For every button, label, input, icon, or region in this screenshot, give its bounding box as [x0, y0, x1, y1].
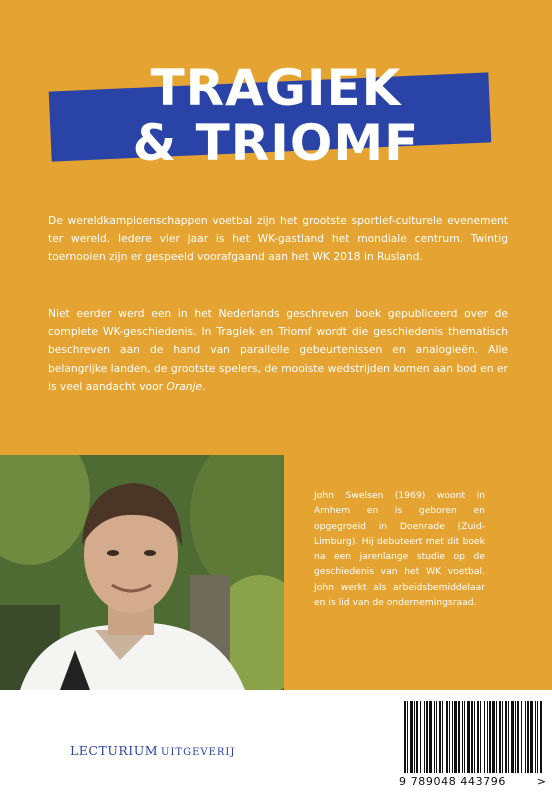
barcode-bar [502, 701, 503, 773]
author-bio: John Swelsen (1969) woont in Arnhem en is geboren en opgegroeid in Doenrade (Zuid-Limburg). Hij debuteert met dit boek na een jarenlange studie op de geschiedenis van het WK voetbal. John werkt als arbeidsbemiddelaar en is lid van de ondernemingsraad. [314, 490, 485, 609]
barcode-bar [420, 701, 421, 773]
barcode-bar [410, 701, 413, 773]
barcode [393, 697, 552, 800]
barcode-bar [414, 701, 415, 773]
barcode-bar [434, 701, 435, 773]
barcode-bar [499, 701, 501, 773]
barcode-bar [416, 701, 418, 773]
title-line-2: & TRIOMF [132, 114, 420, 172]
barcode-bar [452, 701, 453, 773]
barcode-bar [446, 701, 448, 773]
publisher-suffix: UITGEVERIJ [161, 747, 236, 758]
barcode-bar [517, 701, 519, 773]
barcode-bar [436, 701, 437, 773]
barcode-bar [540, 701, 542, 773]
barcode-bar [449, 701, 450, 773]
barcode-bar [505, 701, 507, 773]
paragraph-2-end: . [202, 379, 206, 393]
barcode-bar [537, 701, 538, 773]
barcode-bar [535, 701, 536, 773]
description-paragraph-1: De wereldkampioenschappen voetbal zijn het grootste sportief-culturele evenement ter wereld. Iedere vier jaar is het WK-gastland het mondiale centrum. Twintig toernooien zijn er gespeeld voorafgaand aan het WK 2018 in Rusland. [48, 214, 508, 264]
barcode-bar [511, 701, 514, 773]
barcode-bar [521, 701, 522, 773]
paragraph-2-italic: Oranje [166, 379, 203, 393]
barcode-bar [462, 701, 463, 773]
barcode-bar [489, 701, 491, 773]
barcode-bar [480, 701, 481, 773]
barcode-bar [525, 701, 526, 773]
barcode-bar [467, 701, 470, 773]
title-line-1: TRAGIEK [150, 59, 402, 117]
paragraph-2-text: Niet eerder werd een in het Nederlands geschreven boek gepubliceerd over de complete WK-geschiedenis. In Tragiek en Triomf wordt die geschiedenis thematisch beschreven aan de hand van parallelle gebeurtenissen en analogieën. Alle belangrijke landen, de grootste spelers, de mooiste wedstrijden komen aan bod en er is veel aandacht voor [48, 307, 508, 393]
barcode-bar [442, 701, 443, 773]
barcode-bar [530, 701, 533, 773]
barcode-bar [424, 701, 425, 773]
barcode-bar [404, 701, 406, 773]
barcode-bar [492, 701, 495, 773]
barcode-bar [426, 701, 428, 773]
barcode-bar [439, 701, 441, 773]
barcode-bar [484, 701, 485, 773]
barcode-bar [487, 701, 488, 773]
barcode-bar [496, 701, 497, 773]
barcode-bar [515, 701, 516, 773]
publisher-name: LECTURIUM [70, 743, 159, 758]
barcode-bars [404, 701, 544, 773]
publisher-logo [70, 740, 235, 759]
barcode-bar [454, 701, 457, 773]
barcode-bar [429, 701, 432, 773]
barcode-bar [477, 701, 479, 773]
barcode-bar [458, 701, 460, 773]
barcode-bar [464, 701, 465, 773]
description-paragraph-2 [48, 305, 508, 396]
barcode-bar [407, 701, 408, 773]
isbn-arrow: > [536, 775, 546, 788]
barcode-bar [474, 701, 475, 773]
isbn-number: 9 789048 443796 [399, 775, 506, 788]
barcode-bar [471, 701, 473, 773]
barcode-bar [508, 701, 509, 773]
barcode-bar [527, 701, 529, 773]
author-photo [0, 455, 284, 690]
